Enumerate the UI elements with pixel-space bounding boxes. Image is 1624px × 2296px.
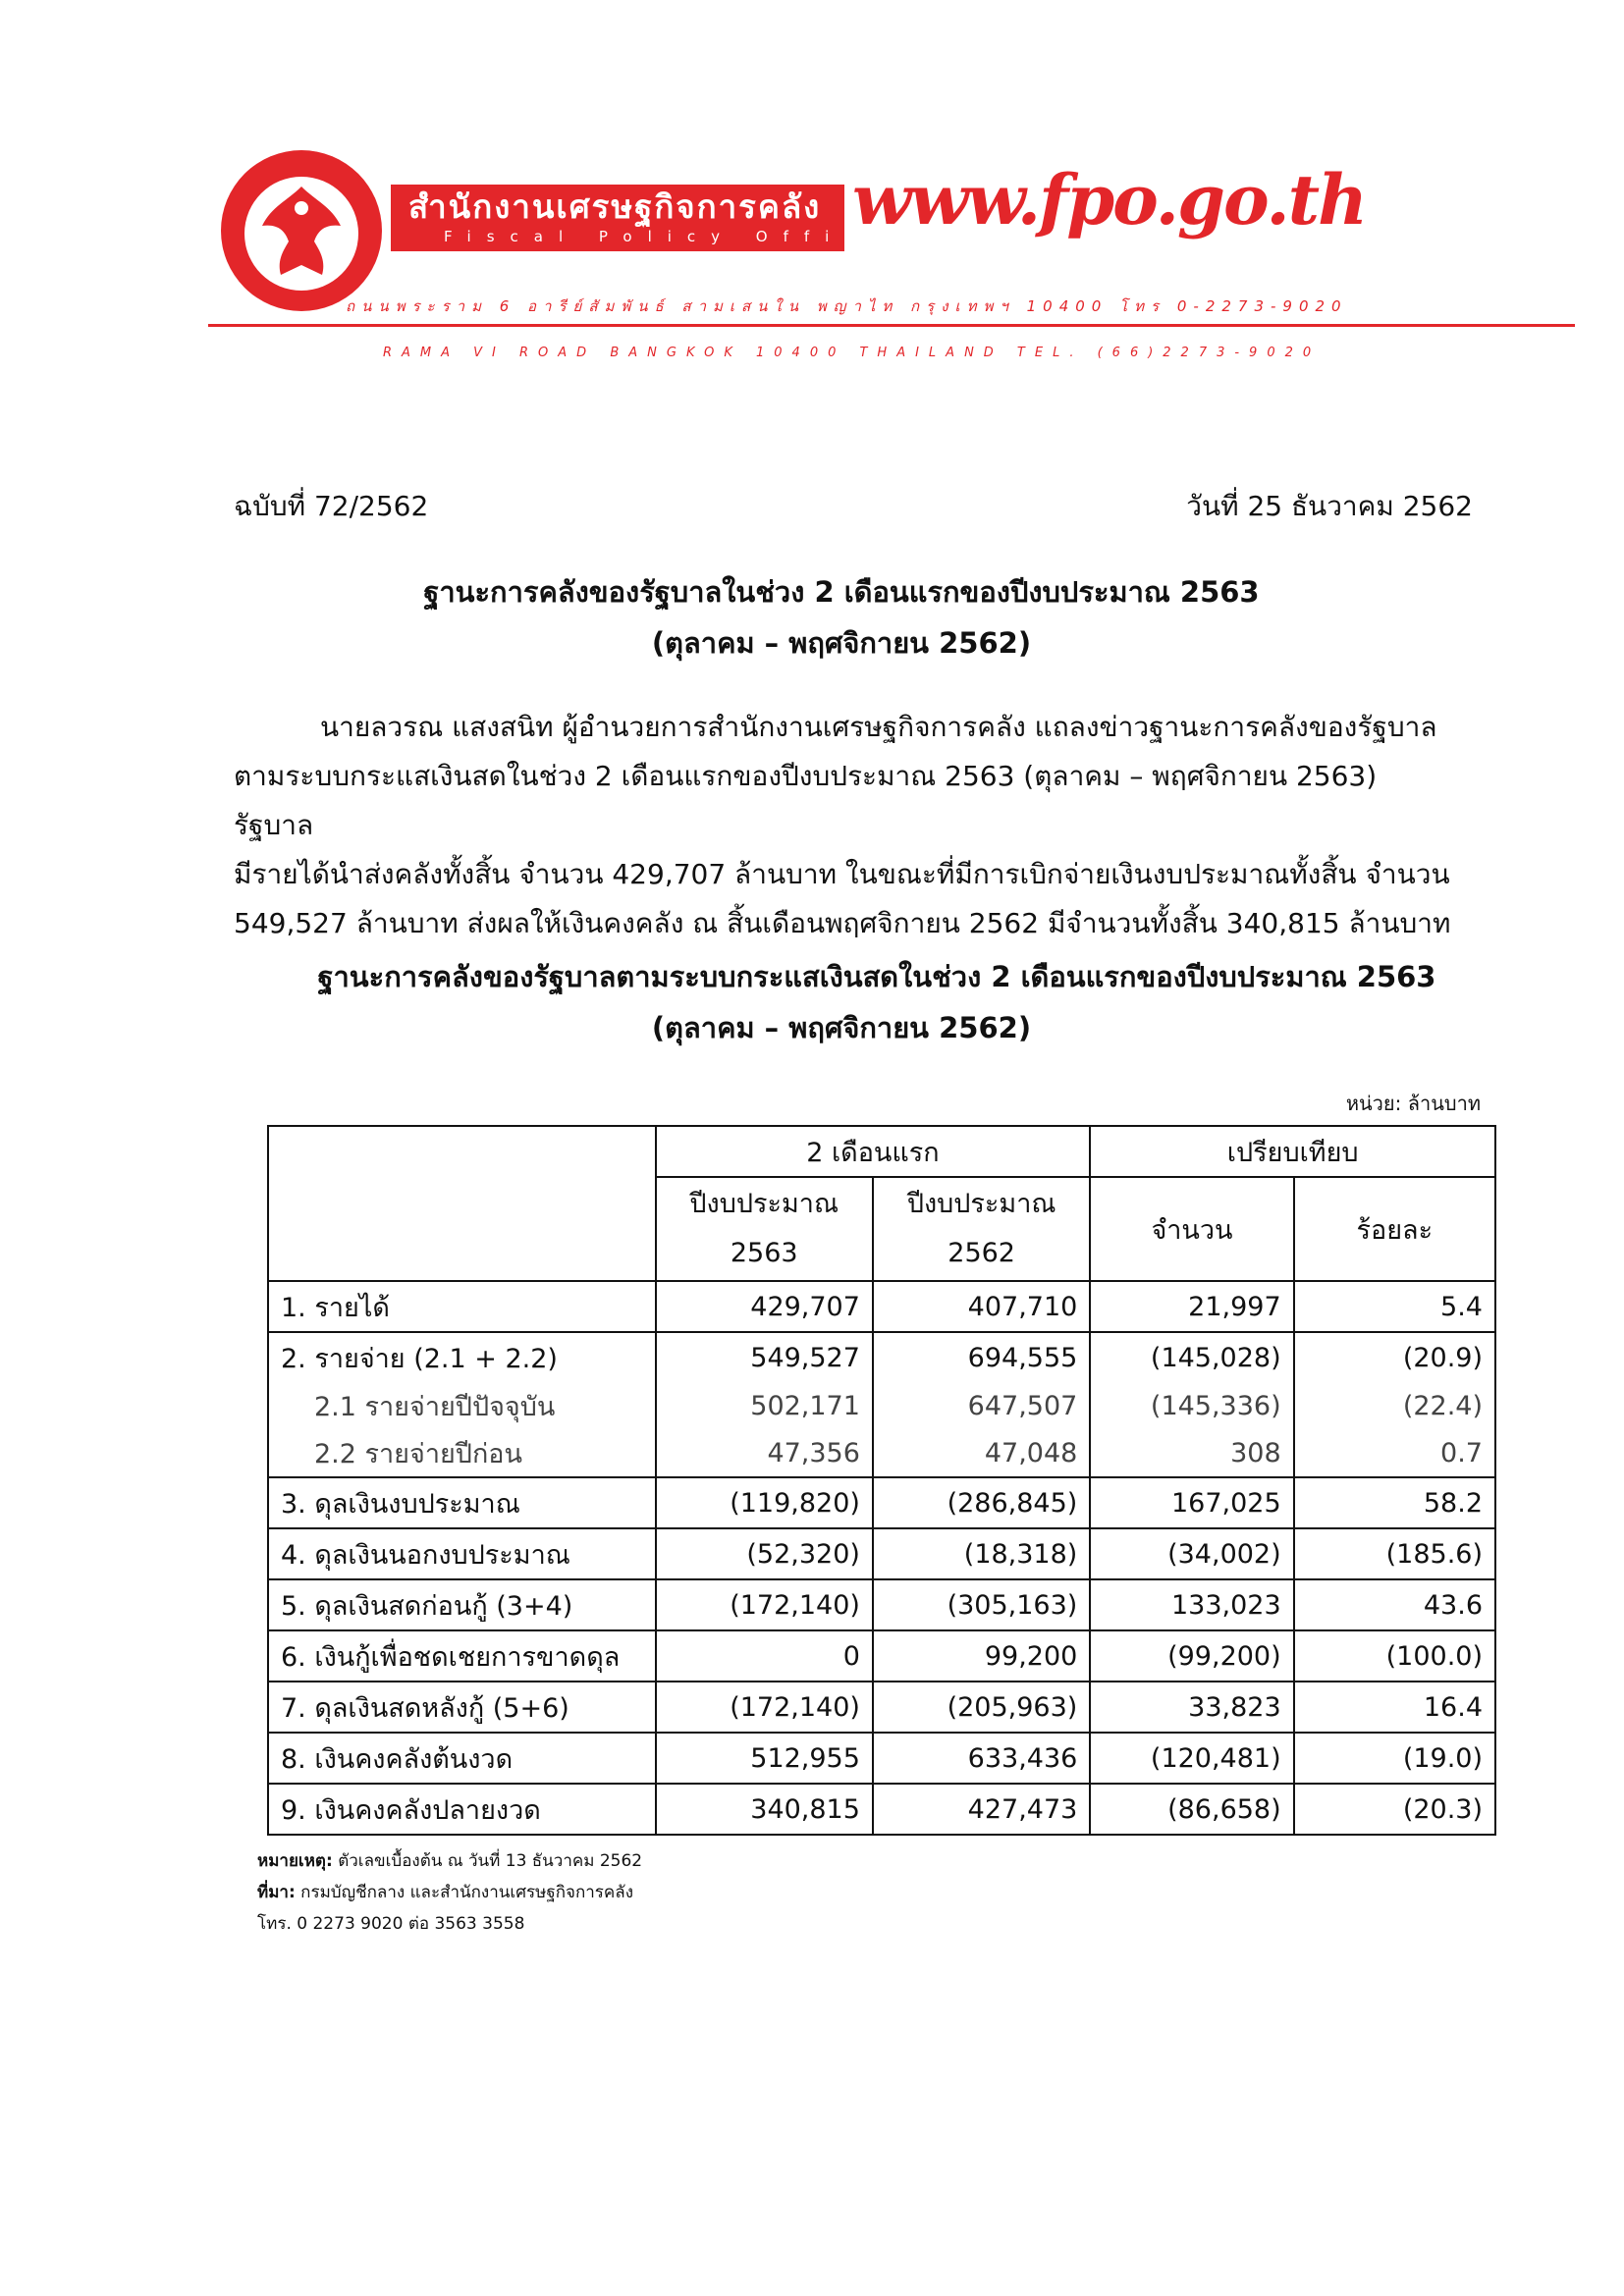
cell-amount: 133,023: [1090, 1579, 1293, 1630]
cell-amount: (86,658): [1090, 1784, 1293, 1835]
body-line: ตามระบบกระแสเงินสดในช่วง 2 เดือนแรกของปีงบประมาณ 2563 (ตุลาคม – พฤศจิกายน 2563) รัฐบาล: [234, 760, 1378, 841]
source-text: กรมบัญชีกลาง และสำนักงานเศรษฐกิจการคลัง: [300, 1883, 634, 1902]
body-line: 549,527 ล้านบาท ส่งผลให้เงินคงคลัง ณ สิ้นเดือนพฤศจิกายน 2562 มีจำนวนทั้งสิ้น 340,815 ล้านบาท: [234, 907, 1451, 939]
cell-amount: 167,025: [1090, 1477, 1293, 1528]
cell-fy2563: 512,955: [656, 1733, 873, 1784]
cell-fy2562: (205,963): [873, 1682, 1090, 1733]
cell-fy2562: (18,318): [873, 1528, 1090, 1579]
cell-fy2562: 427,473: [873, 1784, 1090, 1835]
header-fy2563: [656, 1177, 873, 1281]
fiscal-position-table: [267, 1125, 1496, 1836]
table-header-blank: [268, 1126, 656, 1281]
row-label: 7. ดุลเงินสดหลังกู้ (5+6): [268, 1682, 656, 1733]
cell-fy2562: (305,163): [873, 1579, 1090, 1630]
address-english: RAMA VI ROAD BANGKOK 10400 THAILAND TEL. (66)2273-9020: [383, 346, 1322, 360]
header-comparison: เปรียบเทียบ: [1090, 1126, 1495, 1177]
cell-amount: (145,028): [1090, 1332, 1293, 1382]
table-row: [268, 1784, 1495, 1835]
body-line: นายลวรณ แสงสนิท ผู้อำนวยการสำนักงานเศรษฐกิจการคลัง แถลงข่าวฐานะการคลังของรัฐบาล: [320, 711, 1437, 743]
table-notes: [257, 1845, 642, 1940]
cell-percent: (100.0): [1294, 1630, 1495, 1682]
org-name-thai: สำนักงานเศรษฐกิจการคลัง: [408, 187, 822, 226]
header-amount: จำนวน: [1090, 1177, 1293, 1281]
row-label: 2.2 รายจ่ายปีก่อน: [268, 1429, 656, 1477]
cell-percent: (20.3): [1294, 1784, 1495, 1835]
header-fy2563-line1: ปีงบประมาณ: [689, 1189, 839, 1219]
cell-fy2563: (172,140): [656, 1682, 873, 1733]
table-unit: หน่วย: ล้านบาท: [1345, 1092, 1481, 1115]
row-label: 2.1 รายจ่ายปีปัจจุบัน: [268, 1382, 656, 1429]
header-percent: ร้อยละ: [1294, 1177, 1495, 1281]
cell-percent: 58.2: [1294, 1477, 1495, 1528]
document-date: วันที่ 25 ธันวาคม 2562: [1186, 490, 1473, 522]
header-first-2-months: 2 เดือนแรก: [656, 1126, 1091, 1177]
header-fy2562-line1: ปีงบประมาณ: [906, 1189, 1056, 1219]
cell-percent: (19.0): [1294, 1733, 1495, 1784]
cell-fy2562: 647,507: [873, 1382, 1090, 1429]
table-row: [268, 1528, 1495, 1579]
cell-fy2563: (172,140): [656, 1579, 873, 1630]
cell-fy2563: 549,527: [656, 1332, 873, 1382]
table-subrow: [268, 1429, 1495, 1477]
row-label: 2. รายจ่าย (2.1 + 2.2): [268, 1332, 656, 1382]
cell-amount: (34,002): [1090, 1528, 1293, 1579]
cell-fy2563: (52,320): [656, 1528, 873, 1579]
cell-fy2562: (286,845): [873, 1477, 1090, 1528]
fpo-seal-logo: [218, 147, 385, 314]
source-label: ที่มา:: [257, 1883, 296, 1902]
table-title: ฐานะการคลังของรัฐบาลตามระบบกระแสเงินสดในช่วง 2 เดือนแรกของปีงบประมาณ 2563: [317, 960, 1436, 993]
cell-percent: 43.6: [1294, 1579, 1495, 1630]
table-subrow: [268, 1382, 1495, 1429]
body-paragraph: [234, 703, 1461, 948]
cell-fy2562: 633,436: [873, 1733, 1090, 1784]
cell-fy2562: 99,200: [873, 1630, 1090, 1682]
header-divider: [208, 324, 1575, 327]
table-row: [268, 1332, 1495, 1382]
cell-amount: (120,481): [1090, 1733, 1293, 1784]
cell-amount: (99,200): [1090, 1630, 1293, 1682]
cell-fy2563: 340,815: [656, 1784, 873, 1835]
remark-text: ตัวเลขเบื้องต้น ณ วันที่ 13 ธันวาคม 2562: [338, 1851, 643, 1871]
row-label: 3. ดุลเงินงบประมาณ: [268, 1477, 656, 1528]
cell-amount: 33,823: [1090, 1682, 1293, 1733]
document-title: ฐานะการคลังของรัฐบาลในช่วง 2 เดือนแรกของปีงบประมาณ 2563: [423, 575, 1260, 609]
remark-label: หมายเหตุ:: [257, 1851, 333, 1871]
body-line: มีรายได้นำส่งคลังทั้งสิ้น จำนวน 429,707 ล้านบาท ในขณะที่มีการเบิกจ่ายเงินงบประมาณทั้งสิ้น จำนวน: [234, 858, 1450, 890]
cell-percent: (185.6): [1294, 1528, 1495, 1579]
org-name-english: Fiscal Policy Office: [444, 228, 893, 245]
cell-fy2563: 429,707: [656, 1281, 873, 1332]
cell-fy2562: 47,048: [873, 1429, 1090, 1477]
remark-line: [257, 1845, 642, 1877]
document-subtitle: (ตุลาคม – พฤศจิกายน 2562): [651, 626, 1032, 660]
cell-percent: (20.9): [1294, 1332, 1495, 1382]
row-label: 5. ดุลเงินสดก่อนกู้ (3+4): [268, 1579, 656, 1630]
row-label: 4. ดุลเงินนอกงบประมาณ: [268, 1528, 656, 1579]
header-fy2562-line2: 2562: [947, 1238, 1015, 1268]
website-url[interactable]: www.fpo.go.th: [852, 159, 1366, 240]
row-label: 9. เงินคงคลังปลายงวด: [268, 1784, 656, 1835]
header-fy2563-line2: 2563: [730, 1238, 798, 1268]
cell-amount: 21,997: [1090, 1281, 1293, 1332]
cell-percent: 16.4: [1294, 1682, 1495, 1733]
source-line: [257, 1877, 642, 1908]
table-row: [268, 1281, 1495, 1332]
table-row: [268, 1579, 1495, 1630]
row-label: 6. เงินกู้เพื่อชดเชยการขาดดุล: [268, 1630, 656, 1682]
row-label: 1. รายได้: [268, 1281, 656, 1332]
table-row: [268, 1477, 1495, 1528]
cell-fy2562: 407,710: [873, 1281, 1090, 1332]
address-thai: ถนนพระราม 6 อารีย์สัมพันธ์ สามเสนใน พญาไท กรุงเทพฯ 10400 โทร 0-2273-9020: [346, 297, 1348, 315]
cell-fy2563: 0: [656, 1630, 873, 1682]
cell-percent: 5.4: [1294, 1281, 1495, 1332]
table-subtitle: (ตุลาคม – พฤศจิกายน 2562): [651, 1011, 1032, 1044]
cell-percent: 0.7: [1294, 1429, 1495, 1477]
table-row: [268, 1682, 1495, 1733]
row-label: 8. เงินคงคลังต้นงวด: [268, 1733, 656, 1784]
cell-fy2562: 694,555: [873, 1332, 1090, 1382]
table-row: [268, 1733, 1495, 1784]
contact-phone: โทร. 0 2273 9020 ต่อ 3563 3558: [257, 1914, 525, 1934]
cell-fy2563: 502,171: [656, 1382, 873, 1429]
table-row: [268, 1630, 1495, 1682]
cell-amount: 308: [1090, 1429, 1293, 1477]
cell-amount: (145,336): [1090, 1382, 1293, 1429]
cell-fy2563: (119,820): [656, 1477, 873, 1528]
cell-percent: (22.4): [1294, 1382, 1495, 1429]
header-fy2562: [873, 1177, 1090, 1281]
cell-fy2563: 47,356: [656, 1429, 873, 1477]
document-number: ฉบับที่ 72/2562: [234, 490, 429, 522]
